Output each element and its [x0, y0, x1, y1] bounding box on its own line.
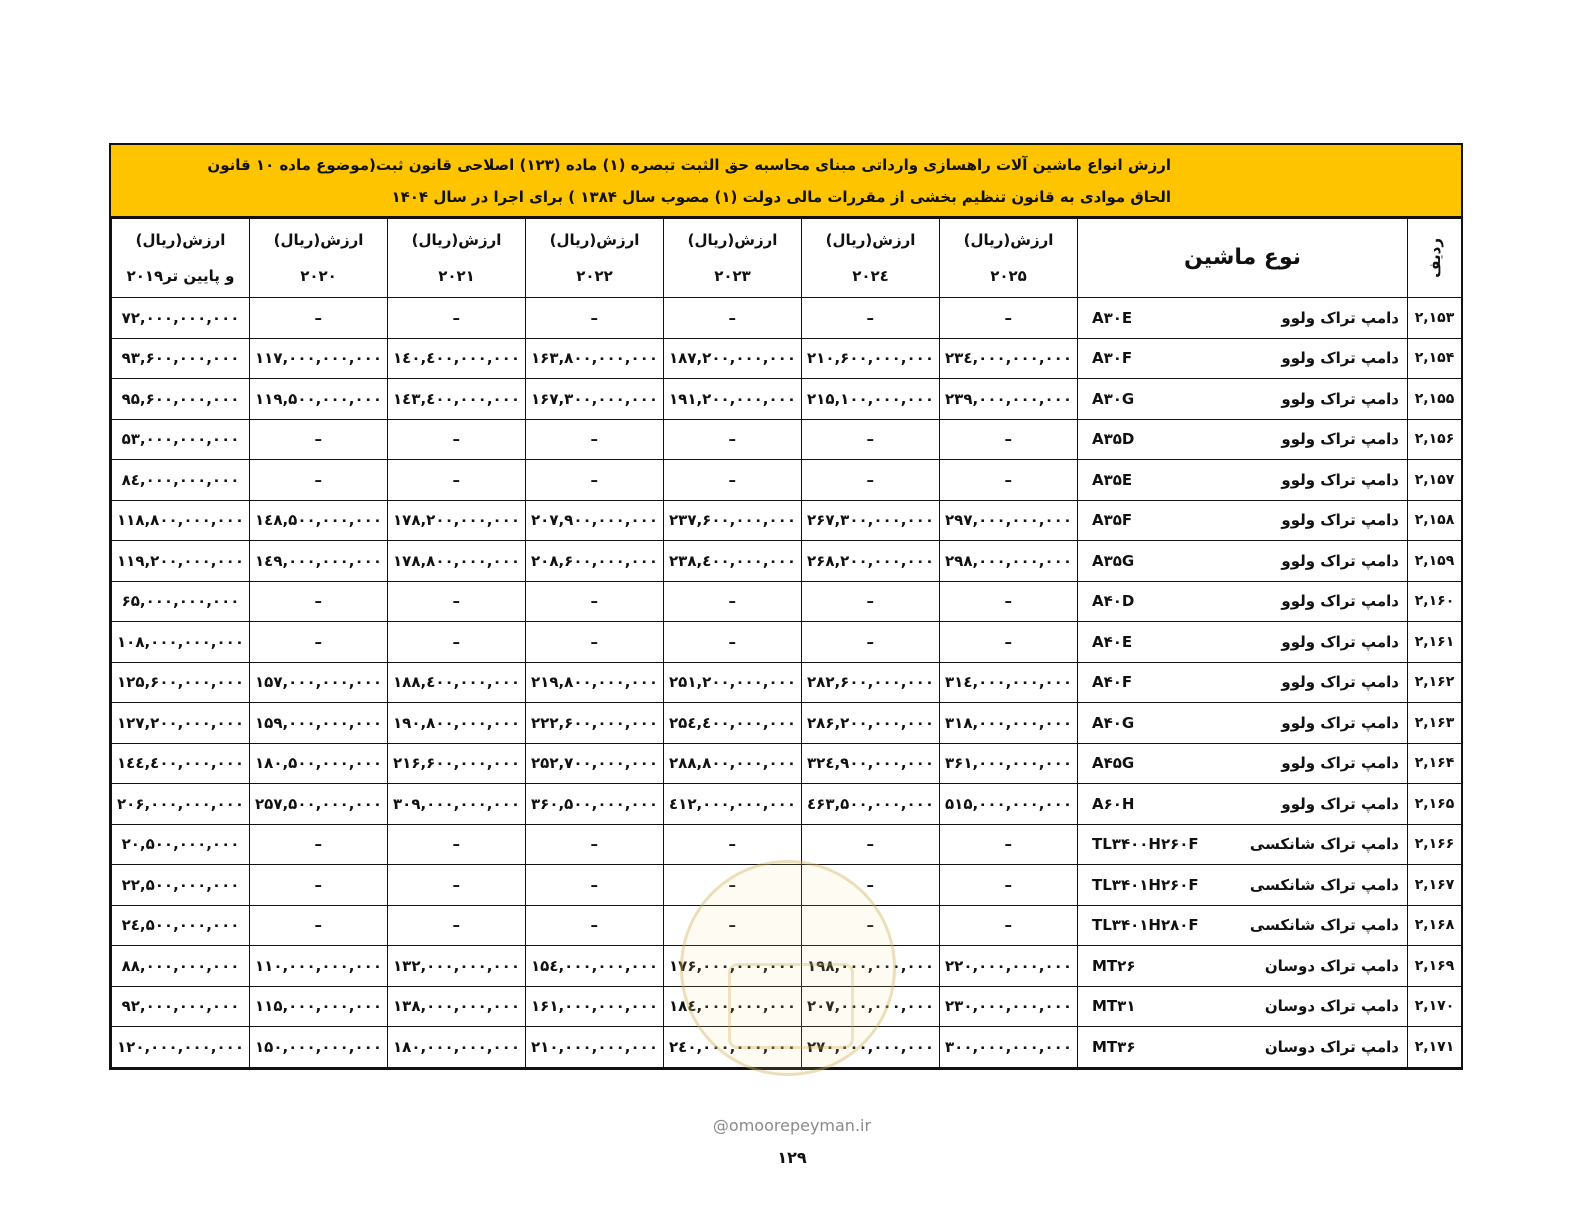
machine-model: TL۳۴۰۱H۲۶۰F [1092, 875, 1199, 894]
value-cell-2023: – [664, 824, 802, 865]
value-cell-2021: – [388, 865, 526, 906]
value-cell-2021: ۱٤۳,٤۰۰,۰۰۰,۰۰۰ [388, 379, 526, 420]
value-cell-2019: ۸۸,۰۰۰,۰۰۰,۰۰۰ [112, 946, 250, 987]
value-cell-2021: – [388, 905, 526, 946]
header-2020: ارزش(ریال) ۲۰۲۰ [250, 219, 388, 298]
value-cell-2021: – [388, 824, 526, 865]
value-cell-2020: ۱۱۰,۰۰۰,۰۰۰,۰۰۰ [250, 946, 388, 987]
machine-type-cell [1078, 622, 1408, 663]
value-cell-2020: ۱۱۵,۰۰۰,۰۰۰,۰۰۰ [250, 986, 388, 1027]
value-cell-2022: ۱۶۳,۸۰۰,۰۰۰,۰۰۰ [526, 338, 664, 379]
machine-name: دامپ تراک ولوو [1281, 713, 1399, 732]
table-row [112, 298, 1462, 339]
value-cell-2020: ۱۱۹,۵۰۰,۰۰۰,۰۰۰ [250, 379, 388, 420]
value-cell-2023: ۲٤۰,۰۰۰,۰۰۰,۰۰۰ [664, 1027, 802, 1068]
value-cell-2025: ۲۹۸,۰۰۰,۰۰۰,۰۰۰ [940, 541, 1078, 582]
row-number-cell: ۲,۱۶۹ [1408, 946, 1462, 987]
value-cell-2019: ۲٤,۵۰۰,۰۰۰,۰۰۰ [112, 905, 250, 946]
value-cell-2022: ۱۵٤,۰۰۰,۰۰۰,۰۰۰ [526, 946, 664, 987]
value-cell-2024: ۲۸۲,۶۰۰,۰۰۰,۰۰۰ [802, 662, 940, 703]
value-cell-2020: ۱۵۷,۰۰۰,۰۰۰,۰۰۰ [250, 662, 388, 703]
value-cell-2024: ۲۱۰,۶۰۰,۰۰۰,۰۰۰ [802, 338, 940, 379]
value-cell-2019: ۱۱۸,۸۰۰,۰۰۰,۰۰۰ [112, 500, 250, 541]
header-row [112, 219, 1462, 298]
machine-type-cell [1078, 986, 1408, 1027]
table-body [112, 298, 1462, 1068]
machine-model: A۳۵D [1092, 430, 1135, 449]
value-cell-2021: ۲۱۶,۶۰۰,۰۰۰,۰۰۰ [388, 743, 526, 784]
value-cell-2021: – [388, 460, 526, 501]
row-number-cell: ۲,۱۵۳ [1408, 298, 1462, 339]
value-cell-2020: – [250, 865, 388, 906]
value-cell-2021: ۳۰۹,۰۰۰,۰۰۰,۰۰۰ [388, 784, 526, 825]
machine-model: A۶۰H [1092, 794, 1135, 813]
value-cell-2025: ۳۱۸,۰۰۰,۰۰۰,۰۰۰ [940, 703, 1078, 744]
table-row [112, 622, 1462, 663]
machine-type-cell [1078, 298, 1408, 339]
value-cell-2025: ۲۲۰,۰۰۰,۰۰۰,۰۰۰ [940, 946, 1078, 987]
row-number-cell: ۲,۱۵۸ [1408, 500, 1462, 541]
value-cell-2025: – [940, 460, 1078, 501]
table-row [112, 1027, 1462, 1068]
row-number-cell: ۲,۱۷۰ [1408, 986, 1462, 1027]
machine-type-cell [1078, 703, 1408, 744]
value-cell-2021: – [388, 298, 526, 339]
table-row [112, 986, 1462, 1027]
header-2024: ارزش(ریال) ۲۰۲٤ [802, 219, 940, 298]
machine-type-cell [1078, 460, 1408, 501]
value-cell-2025: ۳۶۱,۰۰۰,۰۰۰,۰۰۰ [940, 743, 1078, 784]
value-cell-2024: – [802, 824, 940, 865]
value-cell-2019: ۷۲,۰۰۰,۰۰۰,۰۰۰ [112, 298, 250, 339]
table-row [112, 379, 1462, 420]
page-number: ۱۲۹ [777, 1148, 807, 1167]
value-cell-2024: ۳۲٤,۹۰۰,۰۰۰,۰۰۰ [802, 743, 940, 784]
value-cell-2022: – [526, 298, 664, 339]
machine-name: دامپ تراک ولوو [1281, 592, 1399, 611]
value-cell-2019: ۱۱۹,۲۰۰,۰۰۰,۰۰۰ [112, 541, 250, 582]
machine-type-cell [1078, 905, 1408, 946]
value-cell-2024: ٤۶۳,۵۰۰,۰۰۰,۰۰۰ [802, 784, 940, 825]
table-row [112, 905, 1462, 946]
table-row [112, 662, 1462, 703]
value-cell-2024: – [802, 905, 940, 946]
value-cell-2022: – [526, 905, 664, 946]
machine-value-table [111, 218, 1462, 1068]
value-cell-2020: ۱۵۰,۰۰۰,۰۰۰,۰۰۰ [250, 1027, 388, 1068]
value-cell-2021: ۱۳۲,۰۰۰,۰۰۰,۰۰۰ [388, 946, 526, 987]
row-number-cell: ۲,۱۶۷ [1408, 865, 1462, 906]
value-cell-2019: ۹۵,۶۰۰,۰۰۰,۰۰۰ [112, 379, 250, 420]
value-cell-2019: ۵۳,۰۰۰,۰۰۰,۰۰۰ [112, 419, 250, 460]
row-number-cell: ۲,۱۵۴ [1408, 338, 1462, 379]
value-cell-2022: – [526, 622, 664, 663]
table-title [111, 145, 1461, 218]
machine-type-cell [1078, 865, 1408, 906]
value-cell-2023: ۲۵٤,٤۰۰,۰۰۰,۰۰۰ [664, 703, 802, 744]
price-table-sheet [109, 143, 1463, 1070]
value-cell-2020: – [250, 824, 388, 865]
machine-name: دامپ تراک شانکسی [1249, 875, 1399, 894]
value-cell-2023: – [664, 622, 802, 663]
value-cell-2020: ۱۸۰,۵۰۰,۰۰۰,۰۰۰ [250, 743, 388, 784]
table-row [112, 824, 1462, 865]
machine-name: دامپ تراک دوسان [1264, 997, 1399, 1016]
machine-model: A۳۵E [1092, 470, 1133, 489]
value-cell-2021: ۱۷۸,۲۰۰,۰۰۰,۰۰۰ [388, 500, 526, 541]
value-cell-2024: – [802, 865, 940, 906]
value-cell-2019: ۶۵,۰۰۰,۰۰۰,۰۰۰ [112, 581, 250, 622]
machine-model: MT۳۶ [1092, 1037, 1136, 1056]
value-cell-2020: – [250, 460, 388, 501]
machine-model: MT۳۱ [1092, 997, 1136, 1016]
value-cell-2019: ۱۲۰,۰۰۰,۰۰۰,۰۰۰ [112, 1027, 250, 1068]
table-row [112, 460, 1462, 501]
row-number-cell: ۲,۱۵۵ [1408, 379, 1462, 420]
value-cell-2023: ۱۷۶,۰۰۰,۰۰۰,۰۰۰ [664, 946, 802, 987]
machine-name: دامپ تراک ولوو [1281, 470, 1399, 489]
machine-model: A۴۰G [1092, 713, 1135, 732]
value-cell-2021: ۱۸۰,۰۰۰,۰۰۰,۰۰۰ [388, 1027, 526, 1068]
value-cell-2021: ۱٤۰,٤۰۰,۰۰۰,۰۰۰ [388, 338, 526, 379]
value-cell-2022: ۲۱۹,۸۰۰,۰۰۰,۰۰۰ [526, 662, 664, 703]
value-cell-2022: ۱۶۷,۳۰۰,۰۰۰,۰۰۰ [526, 379, 664, 420]
value-cell-2023: – [664, 419, 802, 460]
value-cell-2023: ۲۸۸,۸۰۰,۰۰۰,۰۰۰ [664, 743, 802, 784]
value-cell-2025: – [940, 581, 1078, 622]
row-number-cell: ۲,۱۵۷ [1408, 460, 1462, 501]
table-row [112, 541, 1462, 582]
table-row [112, 946, 1462, 987]
row-number-cell: ۲,۱۶۳ [1408, 703, 1462, 744]
machine-model: TL۳۴۰۱H۲۸۰F [1092, 916, 1199, 935]
value-cell-2020: – [250, 581, 388, 622]
machine-name: دامپ تراک ولوو [1281, 511, 1399, 530]
value-cell-2023: – [664, 905, 802, 946]
website-footer: @omoorepeyman.ir [712, 1116, 872, 1135]
machine-model: A۴۰F [1092, 673, 1133, 692]
value-cell-2019: ۲۰,۵۰۰,۰۰۰,۰۰۰ [112, 824, 250, 865]
value-cell-2023: – [664, 581, 802, 622]
machine-name: دامپ تراک ولوو [1281, 551, 1399, 570]
value-cell-2021: – [388, 419, 526, 460]
value-cell-2025: – [940, 865, 1078, 906]
value-cell-2019: ۸٤,۰۰۰,۰۰۰,۰۰۰ [112, 460, 250, 501]
value-cell-2023: – [664, 298, 802, 339]
machine-type-cell [1078, 581, 1408, 622]
value-cell-2020: – [250, 905, 388, 946]
machine-type-cell [1078, 743, 1408, 784]
machine-type-cell [1078, 662, 1408, 703]
value-cell-2022: ۱۶۱,۰۰۰,۰۰۰,۰۰۰ [526, 986, 664, 1027]
machine-name: دامپ تراک دوسان [1264, 1037, 1399, 1056]
value-cell-2020: – [250, 622, 388, 663]
value-cell-2022: – [526, 865, 664, 906]
value-cell-2022: ۲۰۷,۹۰۰,۰۰۰,۰۰۰ [526, 500, 664, 541]
value-cell-2022: ۲۵۲,۷۰۰,۰۰۰,۰۰۰ [526, 743, 664, 784]
value-cell-2019: ۱٤٤,٤۰۰,۰۰۰,۰۰۰ [112, 743, 250, 784]
table-row [112, 743, 1462, 784]
header-2019: ارزش(ریال) ۲۰۱۹و پایین تر [112, 219, 250, 298]
machine-model: A۳۰G [1092, 389, 1135, 408]
table-row [112, 581, 1462, 622]
machine-model: TL۳۴۰۰H۲۶۰F [1092, 835, 1199, 854]
value-cell-2025: – [940, 905, 1078, 946]
machine-type-cell [1078, 1027, 1408, 1068]
value-cell-2024: – [802, 298, 940, 339]
value-cell-2024: – [802, 622, 940, 663]
value-cell-2022: – [526, 460, 664, 501]
machine-type-cell [1078, 338, 1408, 379]
value-cell-2021: – [388, 622, 526, 663]
machine-model: A۴۵G [1092, 754, 1135, 773]
value-cell-2025: ۳۰۰,۰۰۰,۰۰۰,۰۰۰ [940, 1027, 1078, 1068]
machine-model: A۴۰E [1092, 632, 1133, 651]
machine-name: دامپ تراک ولوو [1281, 794, 1399, 813]
value-cell-2025: ۳۱٤,۰۰۰,۰۰۰,۰۰۰ [940, 662, 1078, 703]
row-number-cell: ۲,۱۶۱ [1408, 622, 1462, 663]
value-cell-2021: ۱۷۸,۸۰۰,۰۰۰,۰۰۰ [388, 541, 526, 582]
value-cell-2022: ۲۲۲,۶۰۰,۰۰۰,۰۰۰ [526, 703, 664, 744]
row-number-cell: ۲,۱۶۲ [1408, 662, 1462, 703]
row-number-cell: ۲,۱۵۹ [1408, 541, 1462, 582]
value-cell-2022: – [526, 824, 664, 865]
table-row [112, 419, 1462, 460]
value-cell-2025: ۲۳۰,۰۰۰,۰۰۰,۰۰۰ [940, 986, 1078, 1027]
value-cell-2019: ۹۲,۰۰۰,۰۰۰,۰۰۰ [112, 986, 250, 1027]
value-cell-2025: ۵۱۵,۰۰۰,۰۰۰,۰۰۰ [940, 784, 1078, 825]
value-cell-2020: ۱٤۹,۰۰۰,۰۰۰,۰۰۰ [250, 541, 388, 582]
value-cell-2025: ۲۳٤,۰۰۰,۰۰۰,۰۰۰ [940, 338, 1078, 379]
row-number-cell: ۲,۱۷۱ [1408, 1027, 1462, 1068]
value-cell-2020: ۱۵۹,۰۰۰,۰۰۰,۰۰۰ [250, 703, 388, 744]
machine-name: دامپ تراک ولوو [1281, 308, 1399, 327]
value-cell-2023: ٤۱۲,۰۰۰,۰۰۰,۰۰۰ [664, 784, 802, 825]
value-cell-2019: ۱۰۸,۰۰۰,۰۰۰,۰۰۰ [112, 622, 250, 663]
value-cell-2024: – [802, 581, 940, 622]
machine-model: A۳۵F [1092, 511, 1133, 530]
machine-model: A۴۰D [1092, 592, 1135, 611]
machine-name: دامپ تراک ولوو [1281, 349, 1399, 368]
value-cell-2019: ۱۲۷,۲۰۰,۰۰۰,۰۰۰ [112, 703, 250, 744]
machine-name: دامپ تراک ولوو [1281, 632, 1399, 651]
value-cell-2025: ۲۳۹,۰۰۰,۰۰۰,۰۰۰ [940, 379, 1078, 420]
value-cell-2022: – [526, 581, 664, 622]
value-cell-2023: ۲۵۱,۲۰۰,۰۰۰,۰۰۰ [664, 662, 802, 703]
value-cell-2023: ۱۸٤,۰۰۰,۰۰۰,۰۰۰ [664, 986, 802, 1027]
value-cell-2023: ۲۳۷,۶۰۰,۰۰۰,۰۰۰ [664, 500, 802, 541]
value-cell-2020: ۱٤۸,۵۰۰,۰۰۰,۰۰۰ [250, 500, 388, 541]
value-cell-2019: ۲۲,۵۰۰,۰۰۰,۰۰۰ [112, 865, 250, 906]
value-cell-2024: – [802, 460, 940, 501]
title-line-2: الحاق موادی به قانون تنظیم بخشی از مقررات مالی دولت (۱) مصوب سال ۱۳۸۴ ) برای اجرا در سال ۱۴۰۴ [391, 188, 1171, 206]
value-cell-2024: ۲۷۰,۰۰۰,۰۰۰,۰۰۰ [802, 1027, 940, 1068]
value-cell-2025: ۲۹۷,۰۰۰,۰۰۰,۰۰۰ [940, 500, 1078, 541]
value-cell-2022: ۲۰۸,۶۰۰,۰۰۰,۰۰۰ [526, 541, 664, 582]
machine-name: دامپ تراک ولوو [1281, 673, 1399, 692]
value-cell-2023: ۱۸۷,۲۰۰,۰۰۰,۰۰۰ [664, 338, 802, 379]
row-number-cell: ۲,۱۶۵ [1408, 784, 1462, 825]
row-number-cell: ۲,۱۶۶ [1408, 824, 1462, 865]
value-cell-2022: ۳۶۰,۵۰۰,۰۰۰,۰۰۰ [526, 784, 664, 825]
machine-name: دامپ تراک شانکسی [1249, 916, 1399, 935]
title-line-1: ارزش انواع ماشین آلات راهسازی وارداتی مبنای محاسبه حق الثبت تبصره (۱) ماده (۱۲۳) اصلاحی قانون ثبت(موضوع ماده ۱۰ قانون [207, 156, 1171, 174]
row-number-cell: ۲,۱۶۸ [1408, 905, 1462, 946]
row-number-cell: ۲,۱۶۴ [1408, 743, 1462, 784]
value-cell-2023: ۲۳۸,٤۰۰,۰۰۰,۰۰۰ [664, 541, 802, 582]
value-cell-2024: ۲۸۶,۲۰۰,۰۰۰,۰۰۰ [802, 703, 940, 744]
machine-type-cell [1078, 379, 1408, 420]
value-cell-2025: – [940, 419, 1078, 460]
table-row [112, 865, 1462, 906]
machine-model: MT۲۶ [1092, 956, 1136, 975]
machine-name: دامپ تراک ولوو [1281, 430, 1399, 449]
value-cell-2023: – [664, 460, 802, 501]
value-cell-2022: ۲۱۰,۰۰۰,۰۰۰,۰۰۰ [526, 1027, 664, 1068]
value-cell-2021: ۱۹۰,۸۰۰,۰۰۰,۰۰۰ [388, 703, 526, 744]
header-2022: ارزش(ریال) ۲۰۲۲ [526, 219, 664, 298]
machine-model: A۳۰F [1092, 349, 1133, 368]
value-cell-2025: – [940, 824, 1078, 865]
value-cell-2025: – [940, 622, 1078, 663]
value-cell-2024: ۲۶۸,۲۰۰,۰۰۰,۰۰۰ [802, 541, 940, 582]
value-cell-2021: ۱۳۸,۰۰۰,۰۰۰,۰۰۰ [388, 986, 526, 1027]
table-row [112, 703, 1462, 744]
machine-type-cell [1078, 500, 1408, 541]
value-cell-2024: ۲۶۷,۳۰۰,۰۰۰,۰۰۰ [802, 500, 940, 541]
header-machine-type: نوع ماشین [1078, 219, 1408, 298]
machine-type-cell [1078, 824, 1408, 865]
value-cell-2022: – [526, 419, 664, 460]
value-cell-2019: ۱۲۵,۶۰۰,۰۰۰,۰۰۰ [112, 662, 250, 703]
machine-name: دامپ تراک ولوو [1281, 389, 1399, 408]
value-cell-2023: – [664, 865, 802, 906]
header-2025: ارزش(ریال) ۲۰۲۵ [940, 219, 1078, 298]
table-row [112, 500, 1462, 541]
value-cell-2021: – [388, 581, 526, 622]
machine-type-cell [1078, 419, 1408, 460]
machine-type-cell [1078, 784, 1408, 825]
header-2021: ارزش(ریال) ۲۰۲۱ [388, 219, 526, 298]
value-cell-2020: – [250, 298, 388, 339]
machine-name: دامپ تراک دوسان [1264, 956, 1399, 975]
value-cell-2023: ۱۹۱,۲۰۰,۰۰۰,۰۰۰ [664, 379, 802, 420]
value-cell-2024: – [802, 419, 940, 460]
value-cell-2025: – [940, 298, 1078, 339]
machine-model: A۳۵G [1092, 551, 1135, 570]
machine-model: A۳۰E [1092, 308, 1133, 327]
header-row-number: ردیف [1408, 219, 1462, 298]
machine-name: دامپ تراک ولوو [1281, 754, 1399, 773]
value-cell-2019: ۲۰۶,۰۰۰,۰۰۰,۰۰۰ [112, 784, 250, 825]
value-cell-2020: – [250, 419, 388, 460]
value-cell-2024: ۱۹۸,۰۰۰,۰۰۰,۰۰۰ [802, 946, 940, 987]
table-row [112, 338, 1462, 379]
machine-name: دامپ تراک شانکسی [1249, 835, 1399, 854]
machine-type-cell [1078, 946, 1408, 987]
value-cell-2021: ۱۸۸,٤۰۰,۰۰۰,۰۰۰ [388, 662, 526, 703]
value-cell-2024: ۲۰۷,۰۰۰,۰۰۰,۰۰۰ [802, 986, 940, 1027]
row-number-cell: ۲,۱۶۰ [1408, 581, 1462, 622]
row-number-cell: ۲,۱۵۶ [1408, 419, 1462, 460]
machine-type-cell [1078, 541, 1408, 582]
value-cell-2024: ۲۱۵,۱۰۰,۰۰۰,۰۰۰ [802, 379, 940, 420]
header-2023: ارزش(ریال) ۲۰۲۳ [664, 219, 802, 298]
value-cell-2019: ۹۳,۶۰۰,۰۰۰,۰۰۰ [112, 338, 250, 379]
value-cell-2020: ۲۵۷,۵۰۰,۰۰۰,۰۰۰ [250, 784, 388, 825]
value-cell-2020: ۱۱۷,۰۰۰,۰۰۰,۰۰۰ [250, 338, 388, 379]
table-row [112, 784, 1462, 825]
